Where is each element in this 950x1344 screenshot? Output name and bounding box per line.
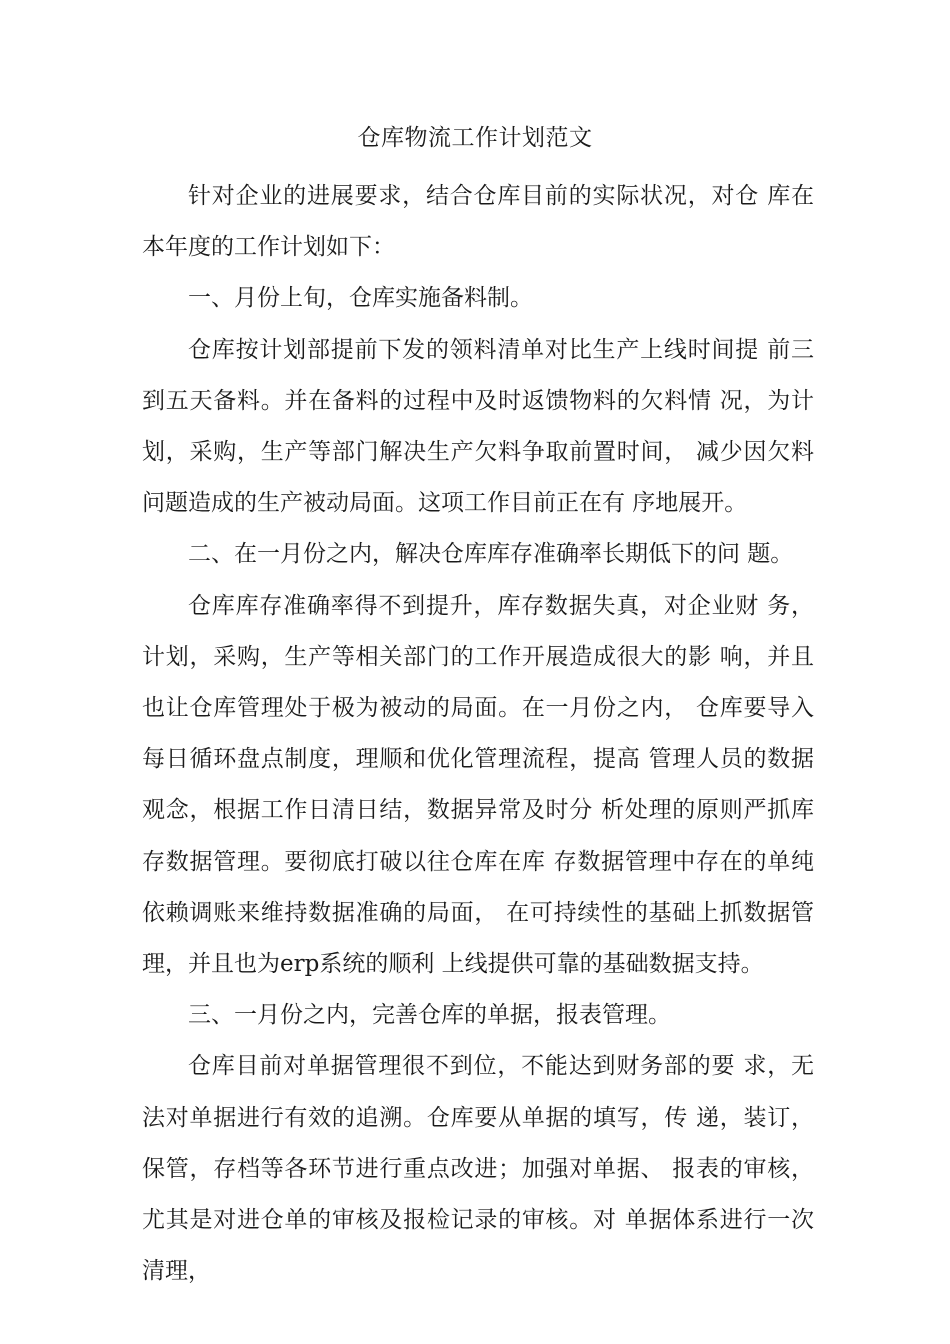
paragraph-intro: 针对企业的进展要求，结合仓库目前的实际状况，对仓 库在本年度的工作计划如下： xyxy=(142,183,814,261)
paragraph-section-3: 仓库目前对单据管理很不到位，不能达到财务部的要 求，无法对单据进行有效的追溯。仓库要从单据的填写，传 递，装订，保管，存档等各环节进行重点改进；加强对单据、 报表的审核，尤其是对进仓单的审核及报检记录的审核。对 单据体系进行一次清理， xyxy=(142,1053,814,1285)
paragraph-section-1: 仓库按计划部提前下发的领料清单对比生产上线时间提 前三到五天备料。并在备料的过程中及时返馈物料的欠料情 况，为计划，采购，生产等部门解决生产欠料争取前置时间， 减少因欠料问题造成的生产被动局面。这项工作目前正在有 序地展开。 xyxy=(142,336,814,517)
section-heading-3: 三、一月份之内，完善仓库的单据，报表管理。 xyxy=(188,1002,671,1029)
section-heading-1: 一、月份上旬，仓库实施备料制。 xyxy=(188,285,533,312)
paragraph-section-2: 仓库库存准确率得不到提升，库存数据失真，对企业财 务，计划，采购，生产等相关部门的工作开展造成很大的影 响，并且也让仓库管理处于极为被动的局面。在一月份之内， 仓库要导入每日循环盘点制度，理顺和优化管理流程，提高 管理人员的数据观念，根据工作日清日结，数据异常及时分 析处理的原则严抓库存数据管理。要彻底打破以往仓库在库 存数据管理中存在的单纯依赖调账来维持数据准确的局面， 在可持续性的基础上抓数据管理，并且也为erp系统的顺利 上线提供可靠的基础数据支持。 xyxy=(142,592,814,978)
document-title: 仓库物流工作计划范文 xyxy=(357,125,593,151)
section-heading-2: 二、在一月份之内，解决仓库库存准确率长期低下的问 题。 xyxy=(188,541,794,568)
document-body xyxy=(142,171,814,1297)
